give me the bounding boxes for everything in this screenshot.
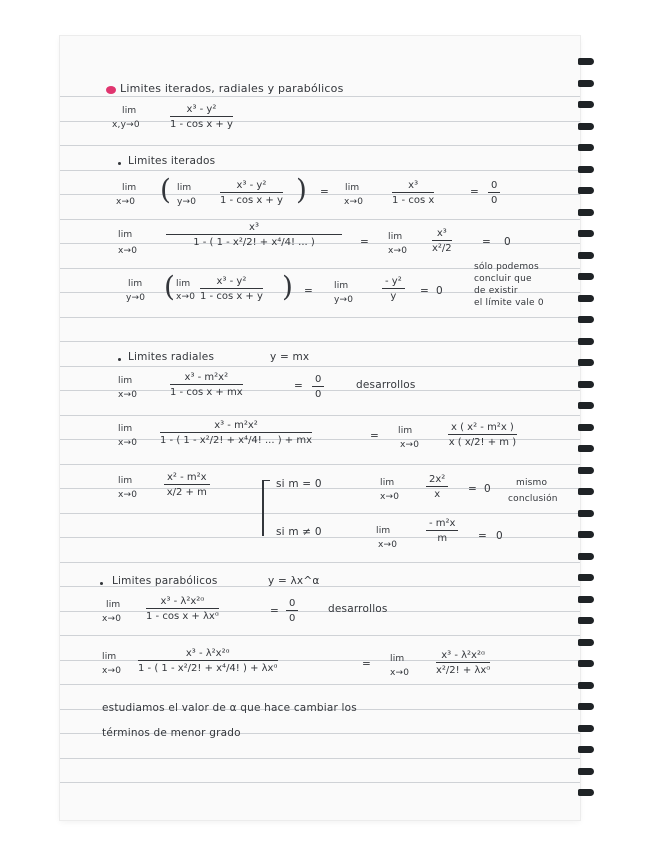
iter1-sub2: x→0 xyxy=(344,197,364,207)
iter1-lim2: lim xyxy=(345,183,360,193)
rad1-num: x³ - m²x² xyxy=(170,372,243,385)
iter1-res-den: 0 xyxy=(491,195,498,206)
par2-den: 1 - ( 1 - x²/2! + x⁴/4! ) + λxᵅ xyxy=(138,663,278,674)
spiral-loop xyxy=(578,488,594,495)
spiral-loop xyxy=(578,682,594,689)
spiral-loop xyxy=(578,402,594,409)
spiral-loop xyxy=(578,58,594,65)
main-limit-sub: x,y→0 xyxy=(112,120,140,130)
iter3-sub-inner: x→0 xyxy=(176,292,196,302)
rad2-lim: lim xyxy=(118,424,133,434)
spiral-loop xyxy=(578,123,594,130)
case-bracket-top xyxy=(262,480,270,481)
main-limit-num: x³ - y² xyxy=(170,104,233,117)
par1-res-num: 0 xyxy=(286,598,298,611)
spiral-loop xyxy=(578,80,594,87)
iterados-header: Limites iterados xyxy=(128,155,216,167)
iter3-den2: y xyxy=(390,291,397,302)
iter3-eq2: = xyxy=(420,285,429,297)
case1-den: x xyxy=(434,489,441,500)
iter3-note-line1: sólo podemos xyxy=(474,262,539,272)
spiral-loop xyxy=(578,596,594,603)
spiral-loop xyxy=(578,187,594,194)
main-limit-lim: lim xyxy=(122,106,137,116)
spiral-loop xyxy=(578,746,594,753)
spiral-loop xyxy=(578,381,594,388)
page-title: Limites iterados, radiales y parabólicos xyxy=(120,82,344,95)
iter2-den2: x²/2 xyxy=(432,243,452,254)
main-limit-den: 1 - cos x + y xyxy=(170,119,233,130)
rad2-den: 1 - ( 1 - x²/2! + x⁴/4! ... ) + mx xyxy=(160,435,312,446)
spiral-loop xyxy=(578,617,594,624)
iter1-lim-outer: lim xyxy=(122,183,137,193)
iter3-sub-outer: y→0 xyxy=(126,293,146,303)
iter1-den2: 1 - cos x xyxy=(392,195,435,206)
iter1-num: x³ - y² xyxy=(220,180,283,193)
par1-res-den: 0 xyxy=(289,613,296,624)
rad2-num: x³ - m²x² xyxy=(160,420,312,433)
closing-line1: estudiamos el valor de α que hace cambiar los xyxy=(102,702,357,714)
iter1-close-paren: ) xyxy=(296,173,307,206)
iter1-fraction2 xyxy=(392,180,434,206)
par2-lim: lim xyxy=(102,652,117,662)
ruled-line xyxy=(60,415,580,416)
iter1-sub-outer: x→0 xyxy=(116,197,136,207)
iter2-num2: x³ xyxy=(432,228,452,241)
iter1-lim-inner: lim xyxy=(177,183,192,193)
case1-cond: si m = 0 xyxy=(276,478,322,490)
spiral-loop xyxy=(578,510,594,517)
par1-den: 1 - cos x + λxᵅ xyxy=(146,611,219,622)
par2-lim2: lim xyxy=(390,654,405,664)
iter2-fraction xyxy=(166,222,342,248)
rad1-lim: lim xyxy=(118,376,133,386)
case1-note-line1: mismo xyxy=(516,478,548,488)
case1-lim: lim xyxy=(380,478,395,488)
par1-eq: = xyxy=(270,605,279,617)
iter1-res-num: 0 xyxy=(488,180,500,193)
radiales-substitution: y = mx xyxy=(270,351,310,363)
spiral-loop xyxy=(578,424,594,431)
rad2-sub: x→0 xyxy=(118,438,138,448)
spiral-loop xyxy=(578,574,594,581)
iter2-eq: = xyxy=(360,236,369,248)
spiral-loop xyxy=(578,553,594,560)
iter1-result xyxy=(488,180,500,206)
radiales-header: Limites radiales xyxy=(128,351,215,363)
spiral-loop xyxy=(578,273,594,280)
iter3-sub2: y→0 xyxy=(334,295,354,305)
par1-fraction xyxy=(146,596,219,622)
rad3-lim: lim xyxy=(118,476,133,486)
iter3-num: x³ - y² xyxy=(200,276,263,289)
spiral-loop xyxy=(578,789,594,796)
spiral-loop xyxy=(578,768,594,775)
case1-res: 0 xyxy=(484,483,491,495)
iter2-num: x³ xyxy=(166,222,342,235)
rad2-num2: x ( x² - m²x ) xyxy=(448,422,517,435)
iter3-lim2: lim xyxy=(334,281,349,291)
ruled-line xyxy=(60,464,580,465)
iter3-den: 1 - cos x + y xyxy=(200,291,263,302)
rad2-fraction2 xyxy=(448,422,517,448)
iter3-fraction2 xyxy=(382,276,405,302)
case1-fraction xyxy=(426,474,448,500)
iter1-fraction xyxy=(220,180,283,206)
ruled-line xyxy=(60,635,580,636)
spiral-loop xyxy=(578,230,594,237)
iter2-fraction2 xyxy=(432,228,452,254)
spiral-loop xyxy=(578,101,594,108)
iter1-eq2: = xyxy=(470,186,479,198)
ruled-line xyxy=(60,782,580,783)
spiral-loop xyxy=(578,660,594,667)
rad3-den: x/2 + m xyxy=(166,487,207,498)
iter1-sub-inner: y→0 xyxy=(177,197,197,207)
rad2-fraction xyxy=(160,420,312,446)
rad3-fraction xyxy=(164,472,210,498)
par2-eq: = xyxy=(362,658,371,670)
par2-den2: x²/2! + λxᵅ xyxy=(436,665,491,676)
ruled-line xyxy=(60,366,580,367)
iter1-eq: = xyxy=(320,186,329,198)
case-bracket xyxy=(262,480,264,536)
ruled-line xyxy=(60,513,580,514)
case2-res: 0 xyxy=(496,530,503,542)
iter2-eq2: = xyxy=(482,236,491,248)
bullet-dot-icon xyxy=(100,582,103,585)
ruled-line xyxy=(60,96,580,97)
spiral-loop xyxy=(578,445,594,452)
spiral-loop xyxy=(578,166,594,173)
iter3-num2: - y² xyxy=(382,276,405,289)
rad2-den2: x ( x/2! + m ) xyxy=(448,437,517,448)
rad1-den: 1 - cos x + mx xyxy=(170,387,243,398)
spiral-loop xyxy=(578,703,594,710)
ruled-line xyxy=(60,611,580,612)
spiral-loop xyxy=(578,338,594,345)
iter1-num2: x³ xyxy=(392,180,434,193)
case2-eq: = xyxy=(478,530,487,542)
case2-lim: lim xyxy=(376,526,391,536)
rad1-res-den: 0 xyxy=(315,389,322,400)
par2-num: x³ - λ²x²ᵅ xyxy=(138,648,278,661)
iter3-close-paren: ) xyxy=(282,270,293,303)
rad1-fraction xyxy=(170,372,243,398)
ruled-line xyxy=(60,317,580,318)
bullet-dot-icon xyxy=(118,358,121,361)
case1-sub: x→0 xyxy=(380,492,400,502)
iter3-lim-outer: lim xyxy=(128,279,143,289)
ruled-line xyxy=(60,758,580,759)
spiral-loop xyxy=(578,467,594,474)
spiral-loop xyxy=(578,295,594,302)
ruled-line xyxy=(60,170,580,171)
iter3-res: 0 xyxy=(436,285,443,297)
iter1-den: 1 - cos x + y xyxy=(220,195,283,206)
iter3-open-paren: ( xyxy=(164,270,175,303)
par1-lim: lim xyxy=(106,600,121,610)
par1-sub: x→0 xyxy=(102,614,122,624)
ruled-line xyxy=(60,562,580,563)
iter2-lim2: lim xyxy=(388,232,403,242)
ruled-line xyxy=(60,219,580,220)
spiral-loop xyxy=(578,359,594,366)
iter3-eq: = xyxy=(304,285,313,297)
rad2-sub2: x→0 xyxy=(400,440,420,450)
spiral-loop xyxy=(578,252,594,259)
rad1-result xyxy=(312,374,324,400)
ruled-line xyxy=(60,145,580,146)
highlight-bullet-icon xyxy=(106,86,116,94)
rad1-eq: = xyxy=(294,380,303,392)
iter3-fraction xyxy=(200,276,263,302)
ruled-line xyxy=(60,341,580,342)
case2-fraction xyxy=(426,518,458,544)
par1-num: x³ - λ²x²ᵅ xyxy=(146,596,219,609)
rad1-res-num: 0 xyxy=(312,374,324,387)
spiral-loop xyxy=(578,316,594,323)
case1-note-line2: conclusión xyxy=(508,494,558,504)
spiral-loop xyxy=(578,639,594,646)
case2-cond: si m ≠ 0 xyxy=(276,526,322,538)
case1-eq: = xyxy=(468,483,477,495)
spiral-loop xyxy=(578,144,594,151)
par2-sub: x→0 xyxy=(102,666,122,676)
rad1-sub: x→0 xyxy=(118,390,138,400)
bullet-dot-icon xyxy=(118,162,121,165)
case2-den: m xyxy=(437,533,448,544)
main-limit-fraction xyxy=(170,104,233,130)
rad1-note: desarrollos xyxy=(356,379,416,391)
rad3-num: x² - m²x xyxy=(164,472,210,485)
rad2-lim2: lim xyxy=(398,426,413,436)
par2-fraction xyxy=(138,648,278,674)
iter3-note-line4: el límite vale 0 xyxy=(474,298,544,308)
iter2-res: 0 xyxy=(504,236,511,248)
case1-num: 2x² xyxy=(426,474,448,487)
rad2-eq: = xyxy=(370,430,379,442)
par2-num2: x³ - λ²x²ᵅ xyxy=(436,650,490,663)
iter3-lim-inner: lim xyxy=(176,279,191,289)
iter1-open-paren: ( xyxy=(160,173,171,206)
ruled-line xyxy=(60,684,580,685)
parabolicos-substitution: y = λx^α xyxy=(268,575,320,587)
spiral-loop xyxy=(578,725,594,732)
parabolicos-header: Limites parabólicos xyxy=(112,575,218,587)
case2-sub: x→0 xyxy=(378,540,398,550)
iter2-sub: x→0 xyxy=(118,246,138,256)
spiral-loop xyxy=(578,531,594,538)
iter2-sub2: x→0 xyxy=(388,246,408,256)
iter2-den: 1 - ( 1 - x²/2! + x⁴/4! ... ) xyxy=(193,237,315,248)
closing-line2: términos de menor grado xyxy=(102,727,241,739)
rad3-sub: x→0 xyxy=(118,490,138,500)
iter3-note-line3: de existir xyxy=(474,286,518,296)
iter3-note-line2: concluir que xyxy=(474,274,532,284)
case2-num: - m²x xyxy=(426,518,458,531)
iter2-lim: lim xyxy=(118,230,133,240)
par2-fraction2 xyxy=(436,650,490,676)
par1-result xyxy=(286,598,298,624)
par2-sub2: x→0 xyxy=(390,668,410,678)
spiral-loop xyxy=(578,209,594,216)
par1-note: desarrollos xyxy=(328,603,388,615)
